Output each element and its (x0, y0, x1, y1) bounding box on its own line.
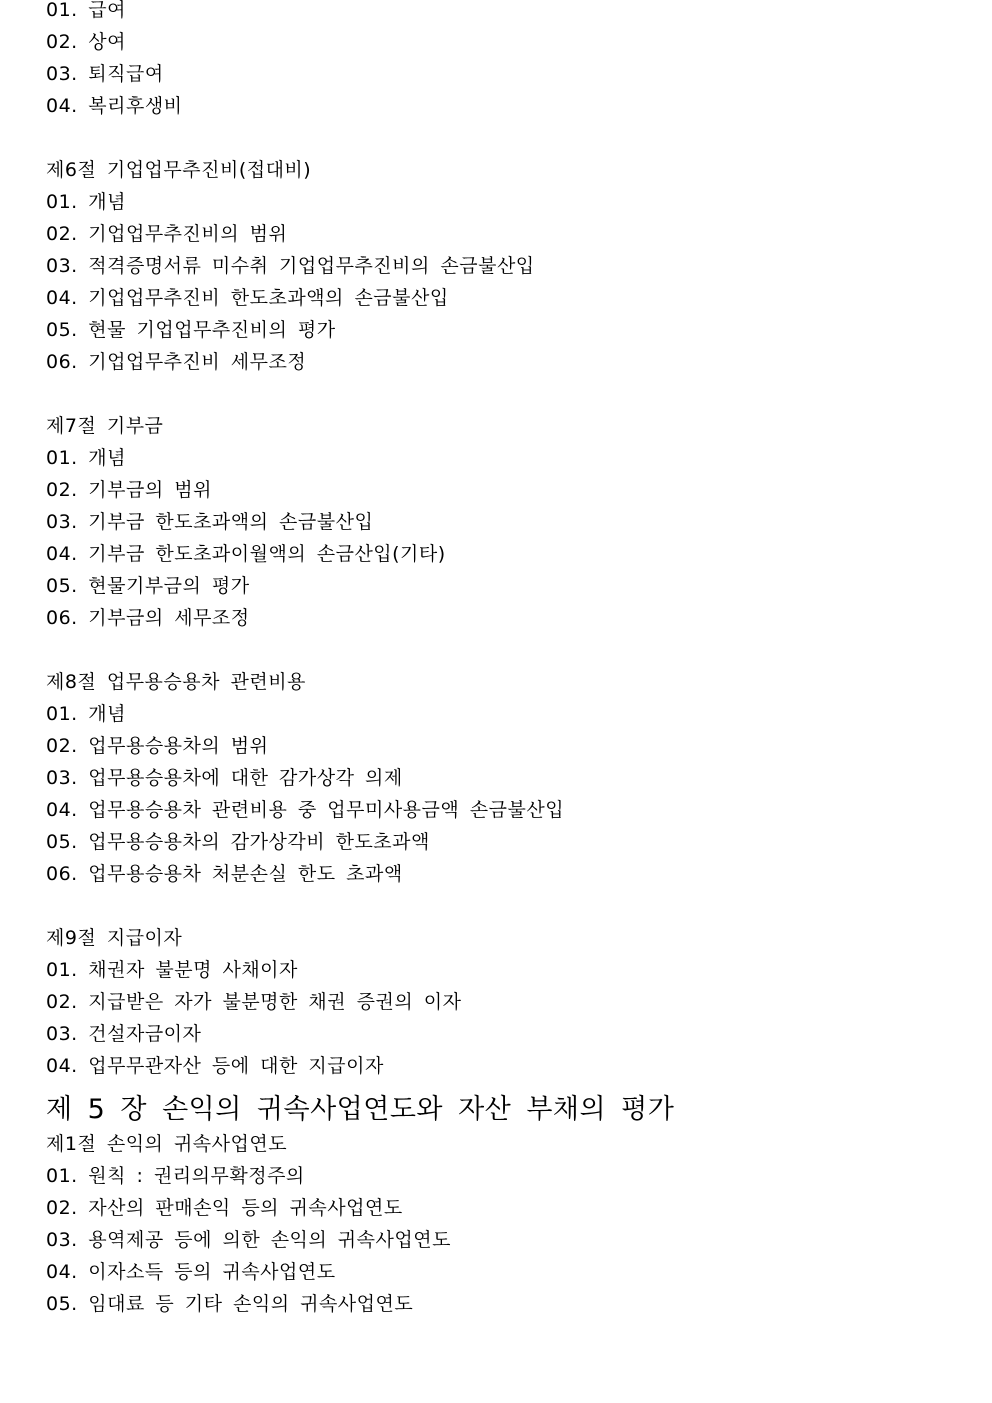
list-item: 02. 기업업무추진비의 범위 (46, 223, 288, 245)
document-page (46, 0, 966, 1320)
list-item: 04. 업무무관자산 등에 대한 지급이자 (46, 1055, 384, 1077)
list-item: 02. 업무용승용차의 범위 (46, 735, 269, 757)
list-item: 06. 업무용승용차 처분손실 한도 초과액 (46, 863, 403, 885)
list-item: 05. 업무용승용차의 감가상각비 한도초과액 (46, 831, 430, 853)
list-item: 04. 업무용승용차 관련비용 중 업무미사용금액 손금불산입 (46, 799, 565, 821)
spacer (46, 890, 966, 922)
spacer (46, 634, 966, 666)
chapter-title: 제 5 장 손익의 귀속사업연도와 자산 부채의 평가 (46, 1094, 675, 1125)
list-item: 01. 채권자 불분명 사채이자 (46, 959, 298, 981)
list-item: 02. 자산의 판매손익 등의 귀속사업연도 (46, 1197, 403, 1219)
section-9 (46, 922, 966, 1082)
spacer (46, 122, 966, 154)
list-item: 03. 업무용승용차에 대한 감가상각 의제 (46, 767, 403, 789)
list-item: 03. 퇴직급여 (46, 63, 164, 85)
section-6 (46, 154, 966, 378)
list-item: 04. 이자소득 등의 귀속사업연도 (46, 1261, 336, 1283)
list-item: 01. 원칙 : 권리의무확정주의 (46, 1165, 305, 1187)
list-item: 03. 적격증명서류 미수취 기업업무추진비의 손금불산입 (46, 255, 535, 277)
top-item-list (46, 0, 966, 122)
list-item: 06. 기업업무추진비 세무조정 (46, 351, 307, 373)
section-title: 제6절 기업업무추진비(접대비) (46, 159, 312, 181)
list-item: 01. 개념 (46, 447, 126, 469)
list-item: 01. 개념 (46, 191, 126, 213)
list-item: 03. 용역제공 등에 의한 손익의 귀속사업연도 (46, 1229, 451, 1251)
list-item: 02. 지급받은 자가 불분명한 채권 증권의 이자 (46, 991, 462, 1013)
list-item: 05. 현물기부금의 평가 (46, 575, 250, 597)
list-item: 05. 임대료 등 기타 손익의 귀속사업연도 (46, 1293, 414, 1315)
list-item: 06. 기부금의 세무조정 (46, 607, 250, 629)
chapter-5 (46, 1092, 966, 1320)
section-8 (46, 666, 966, 890)
list-item: 04. 기부금 한도초과이월액의 손금산입(기타) (46, 543, 446, 565)
list-item: 01. 개념 (46, 703, 126, 725)
list-item: 04. 기업업무추진비 한도초과액의 손금불산입 (46, 287, 449, 309)
list-item: 04. 복리후생비 (46, 95, 183, 117)
section-7 (46, 410, 966, 634)
list-item: 05. 현물 기업업무추진비의 평가 (46, 319, 336, 341)
section-title: 제8절 업무용승용차 관련비용 (46, 671, 306, 693)
list-item: 03. 기부금 한도초과액의 손금불산입 (46, 511, 374, 533)
spacer (46, 378, 966, 410)
list-item: 03. 건설자금이자 (46, 1023, 202, 1045)
list-item: 01. 급여 (46, 0, 126, 21)
list-item: 02. 기부금의 범위 (46, 479, 212, 501)
list-item: 02. 상여 (46, 31, 126, 53)
section-title: 제9절 지급이자 (46, 927, 183, 949)
section-title: 제1절 손익의 귀속사업연도 (46, 1133, 288, 1155)
section-title: 제7절 기부금 (46, 415, 164, 437)
